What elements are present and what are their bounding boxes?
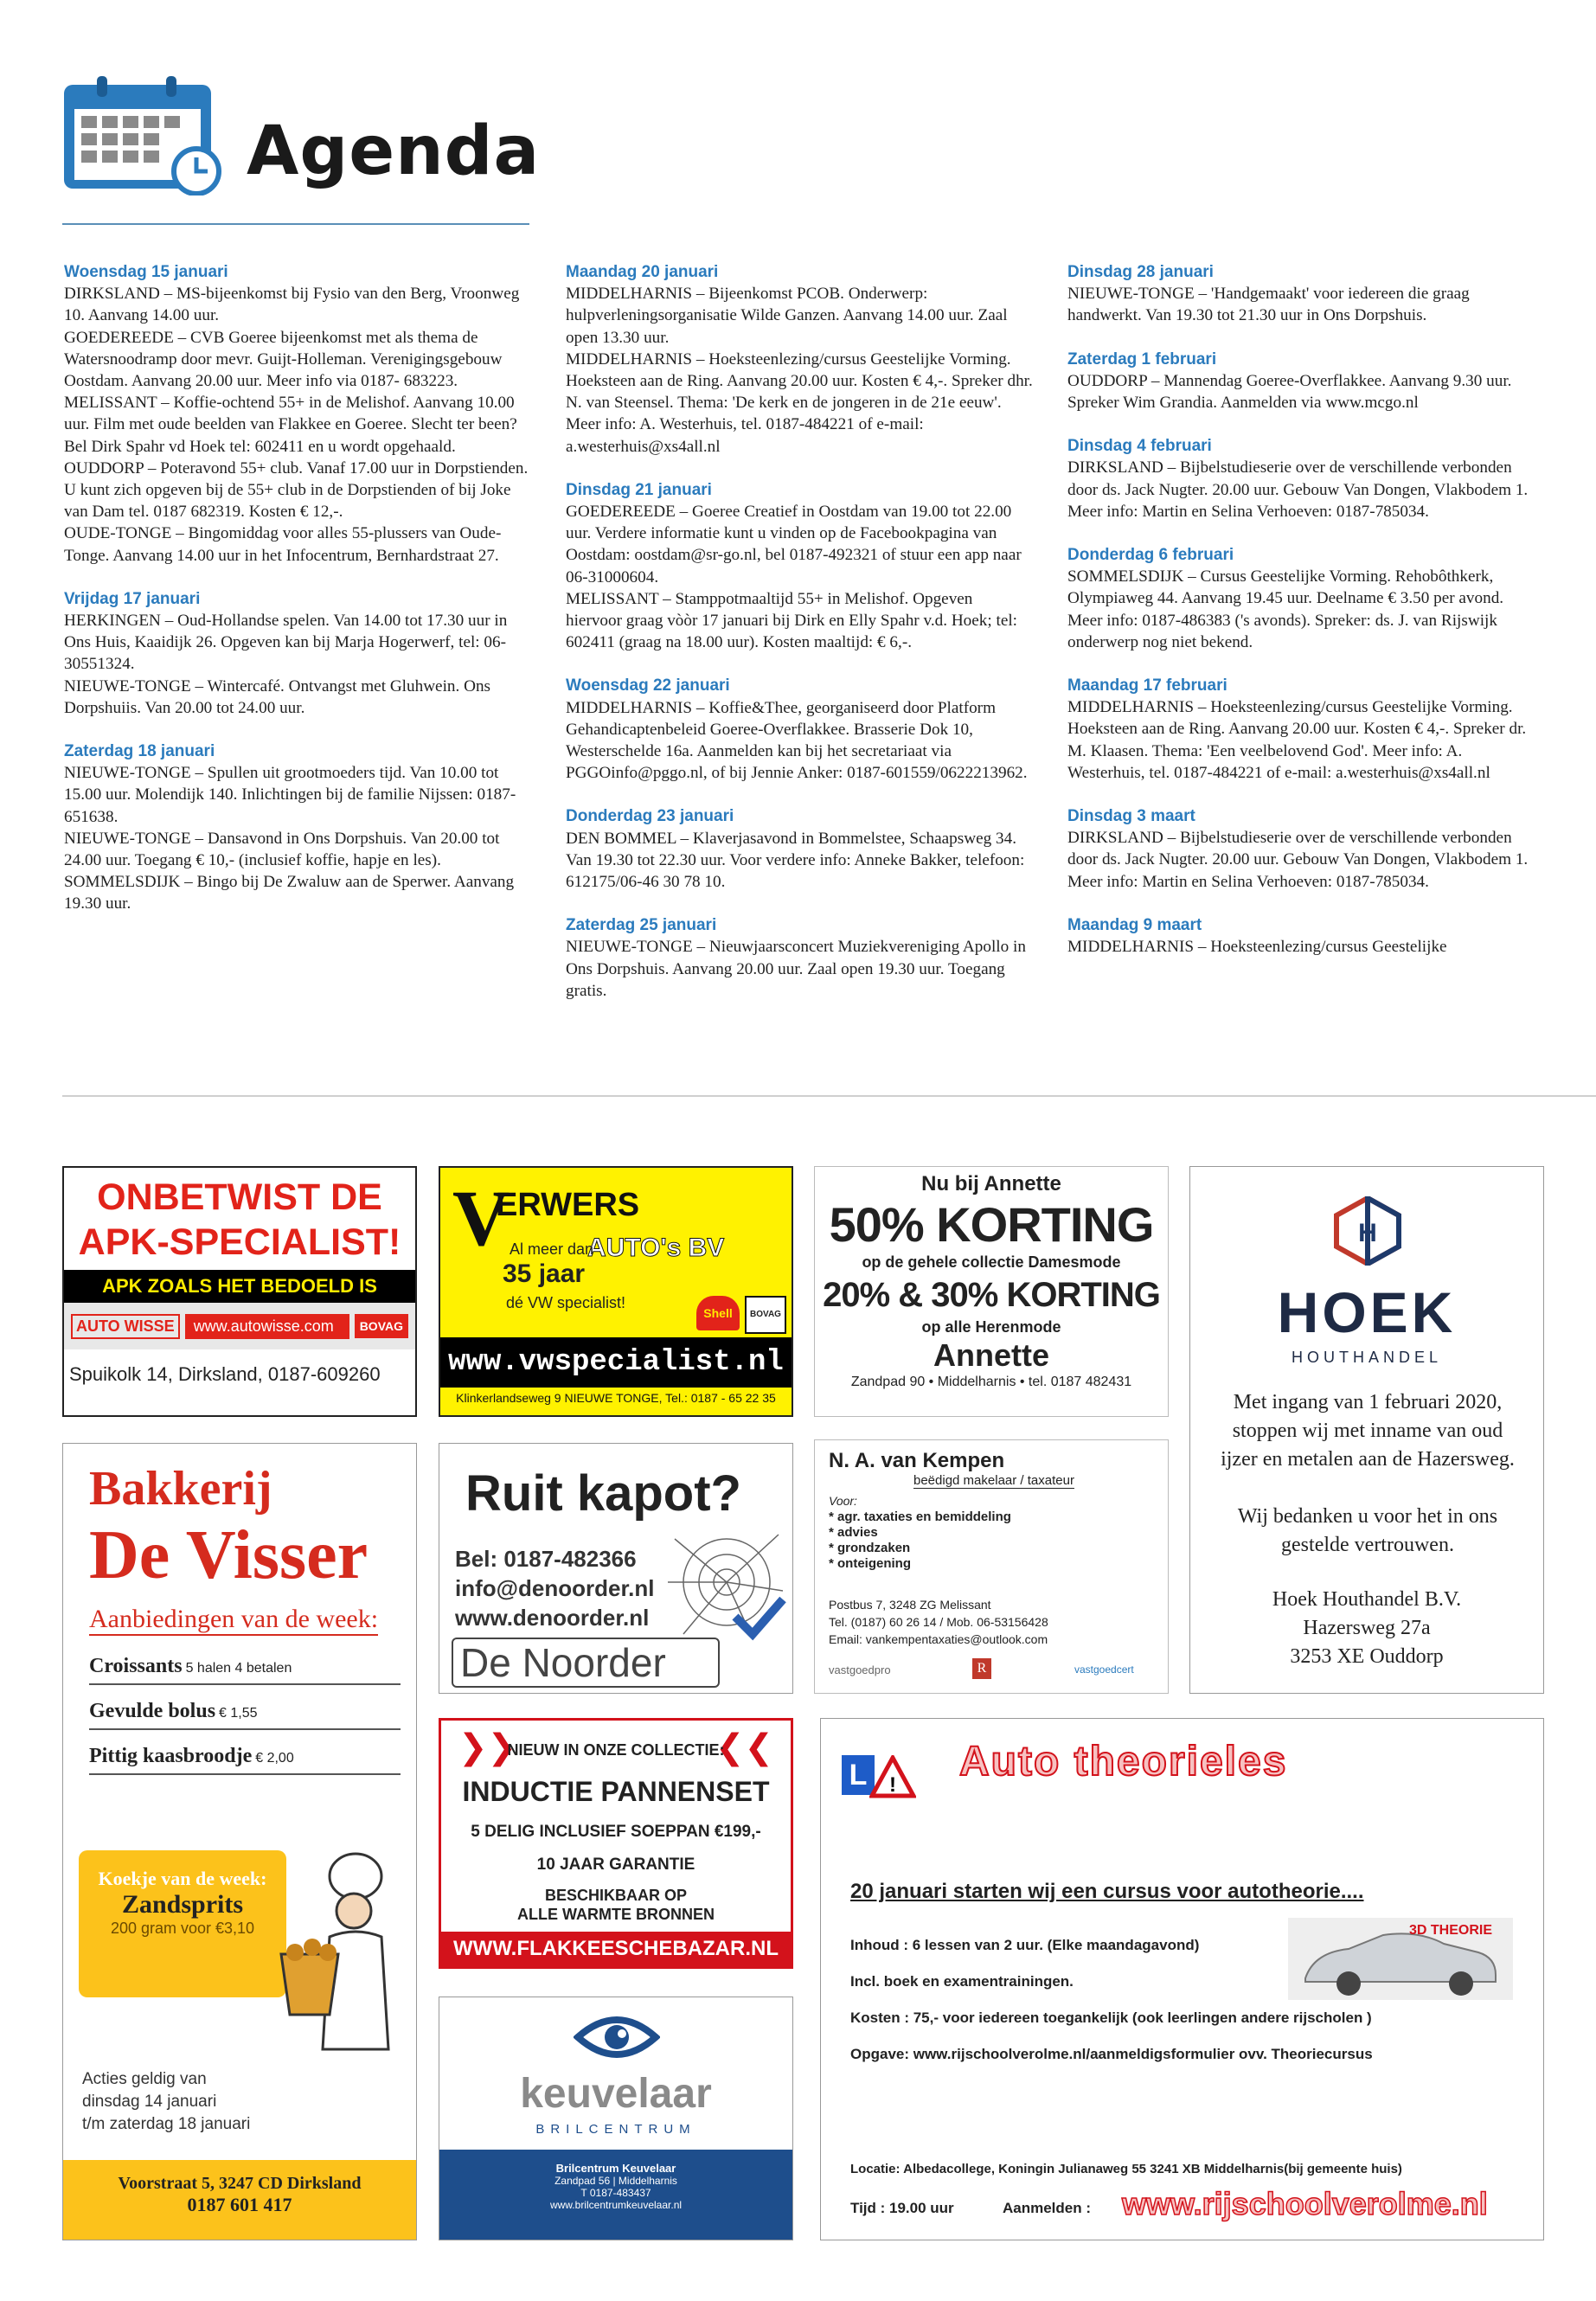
agenda-item: MIDDELHARNIS – Hoeksteenlezing/cursus Geestelijke [1067, 938, 1447, 957]
ad-kempen-services: * agr. taxaties en bemiddeling * advies * grondzaken * onteigening [829, 1509, 1011, 1571]
ad-apk-bovag: BOVAG [355, 1314, 408, 1338]
agenda-item: NIEUWE-TONGE – Nieuwjaarsconcert Muziekvereniging Apollo in Ons Dorpshuis. Aanvang 20.00 uur. Zaal open 19.30 uur. Toegang gratis. [566, 938, 1026, 1000]
ad-keuvelaar-l3: T 0187-483437 [580, 2187, 651, 2199]
broken-glass-icon [666, 1530, 787, 1643]
ad-kempen-addr-1: Postbus 7, 3248 ZG Melissant [829, 1598, 991, 1612]
agenda-day-heading: Woensdag 15 januari [64, 263, 228, 281]
vastgoedcert-logo-icon: vastgoedcert [1074, 1663, 1134, 1676]
ad-theorie-headline: 20 januari starten wij een cursus voor autotheorie.... [850, 1880, 1364, 1903]
ad-ruit-title: Ruit kapot? [465, 1465, 741, 1522]
ad-apk-headline-2: APK-SPECIALIST! [78, 1221, 401, 1263]
ad-bakkerij-valid-3: t/m zaterdag 18 januari [82, 2115, 251, 2133]
agenda-item: DIRKSLAND – Bijbelstudieserie over de verschillende verbonden door ds. Jack Nugter. 20.00 uur. Gebouw Van Dongen, Vlakbodem 1. Meer info: Martin en Selina Verhoeven: 0187-785034. [1067, 458, 1529, 521]
ad-kempen-service: onteigening [837, 1556, 912, 1571]
ad-theorie-loc: Locatie: Albedacollege, Koningin Julianaweg 55 3241 XB Middelharnis(bij gemeente huis) [850, 2162, 1402, 2176]
ad-annette-sub1: op de gehele collectie Damesmode [862, 1253, 1121, 1271]
agenda-entry [566, 805, 1033, 893]
baker-illustration-icon [278, 1850, 407, 2067]
ad-theorie-l1: Inhoud : 6 lessen van 2 uur. (Elke maandagavond) [850, 1937, 1200, 1953]
ad-verwers-sub: AUTO's BV [587, 1234, 725, 1262]
agenda-item: MELISSANT – Koffie-ochtend 55+ in de Melishof. Aanvang 10.00 uur. Film met oude beelden van Flakkee en Goeree. Slecht ter been? Bel Dirk Spahr vd Hoek tel: 602411 en u wordt opgehaald. [64, 394, 517, 456]
agenda-item: MIDDELHARNIS – Hoeksteenlezing/cursus Geestelijke Vorming. Hoeksteen aan de Ring. Aanvang 20.00 uur. Kosten € 4,-. Spreker dr. M. Klaasen. Thema: 'Een veelbelovend God'. Meer info: A. Westerhuis, tel. 0187-484221 of e-mail: a.westerhuis@xs4all.nl [1067, 698, 1527, 782]
ad-verwers-line1: Al meer dan [510, 1240, 594, 1258]
ad-bakkerij-name-2: De Visser [89, 1517, 369, 1593]
agenda-item: MIDDELHARNIS – Koffie&Thee, georganiseerd door Platform Gehandicaptenbeleid Goeree-Overflakkee. Brasserie Dok 10, Westerschelde 16a. Aanmelden kan bij het secretariaat via PGGOinfo@pggo.nl, of bij Jennie Anker: 0187-601559/0622213962. [566, 698, 1028, 783]
ad-bakkerij-offer-name: Pittig kaasbroodje [89, 1745, 253, 1767]
agenda-item: OUDDORP – Poteravond 55+ club. Vanaf 17.00 uur in Dorpstienden. U kunt zich opgeven bij de 55+ club in de Dorpstienden of bij Joke van Dam tel. 0187 682319. Kosten € 12,-. [64, 458, 529, 522]
ad-bakkerij-cookie-name: Zandsprits [121, 1890, 244, 1919]
ad-keuvelaar-l1: Brilcentrum Keuvelaar [555, 2162, 676, 2175]
svg-text:!: ! [889, 1773, 896, 1797]
ad-ruit-web[interactable]: www.denoorder.nl [455, 1605, 650, 1631]
agenda-entry [566, 479, 1033, 654]
ad-verwers-line2: 35 jaar [503, 1259, 586, 1288]
agenda-item: MELISSANT – Stamppotmaaltijd 55+ in Melishof. Opgeven hiervoor graag vòòr 17 januari bij Dirk en Elly Spahr v.d. Hoek; tel: 602411 (graag na 18.00 uur). Kosten maaltijd: € 6,-. [566, 589, 1018, 652]
agenda-item: OUDE-TONGE – Bingomiddag voor alles 55-plussers van Oude-Tonge. Aanvang 14.00 uur in het Infocentrum, Bernhardstraat 27. [64, 524, 502, 565]
agenda-item: DIRKSLAND – Bijbelstudieserie over de verschillende verbonden door ds. Jack Nugter. 20.00 uur. Gebouw Van Dongen, Vlakbodem 1. Meer info: Martin en Selina Verhoeven: 0187-785034. [1067, 829, 1529, 891]
ad-theorie-url[interactable]: www.rijschoolverolme.nl [1122, 2186, 1488, 2221]
ad-apk-url[interactable]: www.autowisse.com [185, 1314, 349, 1339]
agenda-day-heading: Vrijdag 17 januari [64, 589, 201, 608]
ad-hoek-text-2: Wij bedanken u voor het in ons gestelde vertrouwen. [1237, 1505, 1498, 1556]
ad-theorie-aanmelden: Aanmelden : [1003, 2200, 1092, 2216]
warning-sign-icon [869, 1755, 916, 1798]
agenda-day-heading: Maandag 9 maart [1067, 915, 1202, 934]
ad-theorie-l3: Kosten : 75,- voor iedereen toegankelijk (ook leerlingen andere rijscholen ) [850, 2009, 1372, 2026]
agenda-day-heading: Woensdag 22 januari [566, 676, 730, 695]
agenda-column-2 [566, 261, 1033, 1023]
register-logo-icon: R [972, 1658, 991, 1679]
ad-kempen-addr-2: Tel. (0187) 60 26 14 / Mob. 06-53156428 [829, 1615, 1048, 1629]
ad-apk-bar: APK ZOALS HET BEDOELD IS [64, 1270, 415, 1303]
ad-hoek-sig-2: Hazersweg 27a [1303, 1617, 1431, 1639]
agenda-item: DEN BOMMEL – Klaverjasavond in Bommelstee, Schaapsweg 34. Van 19.30 tot 22.30 uur. Voor verdere info: Anneke Bakker, telefoon: 612175/06-46 30 78 10. [566, 829, 1025, 892]
ad-bakkerij-footer [63, 2160, 416, 2240]
ad-annette-pct1: 50% KORTING [829, 1197, 1154, 1252]
agenda-item: OUDDORP – Mannendag Goeree-Overflakkee. Aanvang 9.30 uur. Spreker Wim Grandia. Aanmelden via www.mcgo.nl [1067, 371, 1512, 413]
ad-hoek-sig-3: 3253 XE Ouddorp [1290, 1645, 1444, 1668]
hoek-logo-icon [1333, 1196, 1402, 1266]
ad-bakkerij-cookie-detail: 200 gram voor €3,10 [110, 1920, 255, 1937]
ad-kempen-service: agr. taxaties en bemiddeling [837, 1509, 1011, 1524]
ad-annette-top: Nu bij Annette [921, 1172, 1061, 1195]
ad-bakkerij-de-visser[interactable] [62, 1443, 417, 2240]
ad-kempen-name: N. A. van Kempen [829, 1449, 1005, 1472]
ad-auto-wisse[interactable] [62, 1166, 417, 1417]
agenda-day-heading: Dinsdag 4 februari [1067, 437, 1212, 456]
agenda-entry [1067, 675, 1535, 784]
ad-theorie-title: Auto theorieles [959, 1739, 1288, 1785]
ad-annette-pct2: 20% & 30% KORTING [823, 1276, 1160, 1314]
ad-bazar-line-2: 10 JAAR GARANTIE [536, 1856, 695, 1874]
ad-verwers-address: Klinkerlandseweg 9 NIEUWE TONGE, Tel.: 0187 - 65 22 35 [456, 1391, 776, 1405]
ad-auto-theorieles[interactable] [820, 1718, 1544, 2240]
page-title: Agenda [247, 112, 541, 190]
agenda-day-heading: Zaterdag 25 januari [566, 916, 717, 935]
ad-kempen-role: beëdigd makelaar / taxateur [913, 1473, 1074, 1488]
calendar-icon [62, 74, 222, 195]
agenda-day-heading: Dinsdag 3 maart [1067, 807, 1195, 826]
ad-annette-brand: Annette [933, 1337, 1049, 1373]
vastgoedpro-logo-icon: vastgoedpro [829, 1663, 891, 1676]
ad-keuvelaar-l4[interactable]: www.brilcentrumkeuvelaar.nl [549, 2199, 683, 2211]
agenda-item: NIEUWE-TONGE – 'Handgemaakt' voor iedereen die graag handwerkt. Van 19.30 tot 21.30 uur in Ons Dorpshuis. [1067, 285, 1470, 325]
ad-bakkerij-address: Voorstraat 5, 3247 CD Dirksland [118, 2174, 362, 2193]
ad-bazar-title: INDUCTIE PANNENSET [462, 1776, 770, 1807]
ad-bakkerij-offer [89, 1700, 401, 1730]
ad-bazar-line-1: 5 DELIG INCLUSIEF SOEPPAN €199,- [471, 1823, 761, 1841]
ad-keuvelaar-name: keuvelaar [520, 2071, 712, 2117]
agenda-item: NIEUWE-TONGE – Spullen uit grootmoeders tijd. Van 10.00 tot 15.00 uur. Molendijk 140. Inlichtingen bij de familie Nijssen: 0187-651638. [64, 764, 516, 826]
ad-apk-brand: AUTO WISSE [71, 1314, 180, 1339]
ad-bazar-top: NIEUW IN ONZE COLLECTIE: [507, 1741, 725, 1759]
agenda-item: SOMMELSDIJK – Bingo bij De Zwaluw aan de Sperwer. Aanvang 19.30 uur. [64, 873, 515, 913]
ad-theorie-l4[interactable]: Opgave: www.rijschoolverolme.nl/aanmeldigsformulier ovv. Theoriecursus [850, 2046, 1373, 2062]
agenda-entry [64, 261, 531, 567]
ad-kempen-address [829, 1596, 1048, 1648]
ad-verwers-url[interactable]: www.vwspecialist.nl [440, 1337, 792, 1388]
ad-keuvelaar-sub: BRILCENTRUM [535, 2122, 696, 2137]
agenda-item: DIRKSLAND – MS-bijeenkomst bij Fysio van den Berg, Vroonweg 10. Aanvang 14.00 uur. [64, 285, 520, 325]
ad-bakkerij-offer-detail: 5 halen 4 betalen [185, 1661, 292, 1676]
agenda-entry [566, 261, 1033, 458]
ad-hoek-sig-1: Hoek Houthandel B.V. [1272, 1588, 1462, 1611]
agenda-day-heading: Maandag 20 januari [566, 263, 719, 281]
ad-ruit-brand: De Noorder [452, 1638, 720, 1688]
ad-keuvelaar-footer [439, 2150, 792, 2240]
agenda-entry [566, 675, 1033, 784]
ad-ruit-email[interactable]: info@denoorder.nl [455, 1575, 655, 1601]
ad-hoek-houthandel[interactable] [1189, 1166, 1544, 1694]
ad-bakkerij-cookie-box [79, 1850, 286, 1997]
shell-logo-icon: Shell [696, 1296, 740, 1330]
agenda-item: MIDDELHARNIS – Hoeksteenlezing/cursus Geestelijke Vorming. Hoeksteen aan de Ring. Aanvang 20.00 uur. Kosten € 4,-. Spreker dhr. N. van Steensel. Thema: 'De kerk en de jongeren in de 21e eeuw'. Meer info: A. Westerhuis, tel. 0187-484221 of e-mail: a.westerhuis@xs4all.nl [566, 349, 1033, 456]
agenda-entry [1067, 914, 1535, 958]
ad-theorie-badge: 3D THEORIE [1409, 1923, 1493, 1938]
ad-verwers[interactable]: V ERWERS AUTO's BV Al meer dan 35 jaar dé VW specialist! Shell BOVAG www.vwspecialist.nl Klinkerlandseweg 9 NIEUWE TONGE, Tel.: 0187 - 65 22 35 [439, 1166, 793, 1417]
agenda-entry [64, 588, 531, 719]
ad-verwers-line3: dé VW specialist! [506, 1294, 626, 1311]
ad-bakkerij-offer-name: Croissants [89, 1655, 183, 1677]
agenda-day-heading: Donderdag 6 februari [1067, 546, 1234, 565]
agenda-column-1 [64, 261, 531, 937]
ad-annette-address: Zandpad 90 • Middelharnis • tel. 0187 482431 [850, 1375, 1132, 1389]
agenda-day-heading: Maandag 17 februari [1067, 676, 1227, 695]
ad-bakkerij-valid-1: Acties geldig van [82, 2070, 207, 2088]
ad-keuvelaar-l2: Zandpad 56 | Middelharnis [554, 2175, 677, 2187]
agenda-entry [566, 914, 1033, 1002]
agenda-entry [1067, 805, 1535, 893]
agenda-entry [1067, 435, 1535, 522]
agenda-item: SOMMELSDIJK – Cursus Geestelijke Vorming. Rehobôthkerk, Olympiaweg 44. Aanvang 19.45 uur. Deelname € 3.50 per avond. Meer info: 0187-486383 ('s avonds). Spreker: ds. J. van Rijswijk onderwerp nog niet bekend. [1067, 567, 1504, 651]
chevrons-left-icon: ❯❯ [458, 1727, 517, 1767]
bovag-logo-icon: BOVAG [745, 1296, 786, 1334]
ad-theorie-tijd: Tijd : 19.00 uur [850, 2200, 954, 2216]
ad-hoek-text-1: Met ingang van 1 februari 2020, stoppen wij met inname van oud ijzer en metalen aan de Hazersweg. [1221, 1391, 1515, 1471]
agenda-item: GOEDEREEDE – Goeree Creatief in Oostdam van 19.00 tot 22.00 uur. Verdere informatie kunt u vinden op de Facebookpagina van Oostdam: oostdam@sr-go.nl, bel 0187-492321 of stuur een app naar 06-31000604. [566, 503, 1022, 586]
ad-apk-address: Spuikolk 14, Dirksland, 0187-609260 [69, 1363, 381, 1385]
ad-de-noorder[interactable] [439, 1443, 793, 1694]
ad-kempen-service: grondzaken [837, 1541, 911, 1555]
agenda-column-3 [1067, 261, 1535, 979]
agenda-entry [1067, 544, 1535, 653]
agenda-item: NIEUWE-TONGE – Wintercafé. Ontvangst met Gluhwein. Ons Dorpshuiis. Van 20.00 tot 24.00 uur. [64, 676, 491, 717]
chevrons-right-icon: ❮❮ [715, 1727, 773, 1767]
ad-theorie-l2: Incl. boek en examentrainingen. [850, 1973, 1074, 1990]
svg-text:H: H [1358, 1219, 1377, 1247]
ad-hoek-logo-sub: HOUTHANDEL [1291, 1349, 1442, 1366]
agenda-item: NIEUWE-TONGE – Dansavond in Ons Dorpshuis. Van 20.00 tot 24.00 uur. Toegang € 10,- (inclusief koffie, hapje en les). [64, 829, 500, 870]
ad-keuvelaar[interactable] [439, 1997, 793, 2240]
ad-verwers-name: ERWERS [496, 1187, 640, 1223]
ad-bazar-line-4: ALLE WARMTE BRONNEN [517, 1906, 715, 1923]
agenda-day-heading: Donderdag 23 januari [566, 807, 734, 826]
agenda-item: MIDDELHARNIS – Bijeenkomst PCOB. Onderwerp: hulpverleningsorganisatie Wilde Ganzen. Aanvang 14.00 uur. Zaal open 13.30 uur. [566, 285, 1008, 347]
ad-bakkerij-offer-detail: € 1,55 [219, 1706, 258, 1721]
ad-bakkerij-offer [89, 1655, 401, 1685]
ad-bakkerij-offer [89, 1745, 401, 1775]
ad-kempen-service: advies [837, 1525, 878, 1540]
ad-hoek-logo: HOEK [1277, 1280, 1457, 1344]
ad-bakkerij-offer-detail: € 2,00 [255, 1751, 294, 1766]
ad-bakkerij-offer-name: Gevulde bolus [89, 1700, 216, 1722]
l-plate-icon: L [842, 1755, 875, 1795]
ad-kempen-voor: Voor: [829, 1494, 857, 1508]
agenda-day-heading: Zaterdag 1 februari [1067, 349, 1217, 369]
ad-bazar-url[interactable]: WWW.FLAKKEESCHEBAZAR.NL [441, 1932, 791, 1966]
ad-annette-sub2: op alle Herenmode [921, 1318, 1061, 1336]
agenda-day-heading: Dinsdag 28 januari [1067, 263, 1214, 281]
section-divider [62, 1095, 1596, 1097]
agenda-item: HERKINGEN – Oud-Hollandse spelen. Van 14.00 tot 17.30 uur in Ons Huis, Kaaidijk 26. Opgeven kan bij Marja Hogerwerf, tel: 06-30551324. [64, 612, 508, 674]
ad-annette[interactable] [814, 1166, 1169, 1417]
ad-kempen-addr-3[interactable]: Email: vankempentaxaties@outlook.com [829, 1632, 1048, 1646]
ad-bazar-line-3: BESCHIKBAAR OP [544, 1887, 687, 1904]
agenda-entry [1067, 261, 1535, 327]
title-divider [62, 223, 529, 225]
ad-bakkerij-name-1: Bakkerij [89, 1462, 272, 1516]
agenda-entry [64, 740, 531, 915]
ad-van-kempen[interactable] [814, 1439, 1169, 1694]
agenda-day-heading: Zaterdag 18 januari [64, 742, 215, 761]
agenda-day-heading: Dinsdag 21 januari [566, 480, 712, 499]
agenda-entry [1067, 349, 1535, 414]
ad-apk-headline-1: ONBETWIST DE [97, 1176, 382, 1218]
ad-flakkeesche-bazar[interactable] [439, 1718, 793, 1969]
ad-bakkerij-valid-2: dinsdag 14 januari [82, 2093, 217, 2111]
ad-ruit-phone: Bel: 0187-482366 [455, 1546, 637, 1572]
agenda-item: GOEDEREEDE – CVB Goeree bijeenkomst met als thema de Watersnoodramp door mevr. Guijt-Holleman. Verenigingsgebouw Oostdam. Aanvang 20.00 uur. Meer info via 0187- 683223. [64, 328, 503, 391]
ad-bakkerij-offers-title: Aanbiedingen van de week: [89, 1605, 378, 1636]
ad-bakkerij-cookie-label: Koekje van de week: [98, 1868, 267, 1889]
eye-logo-icon [574, 2011, 660, 2063]
ad-bakkerij-phone: 0187 601 417 [187, 2194, 292, 2215]
